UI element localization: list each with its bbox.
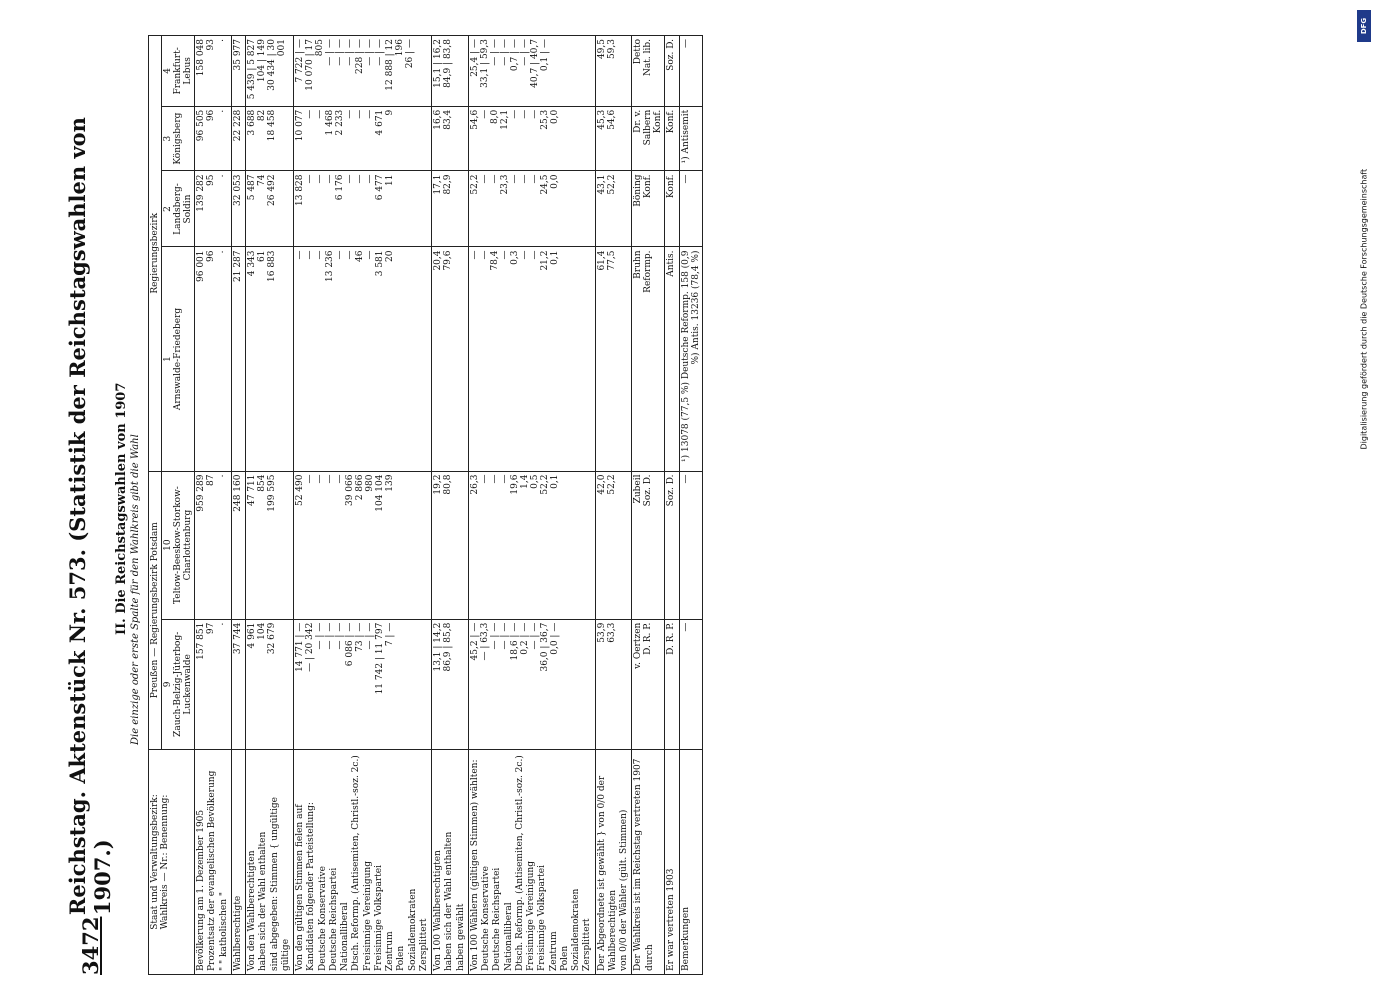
cell-value: 17,1 82,9 bbox=[432, 171, 469, 247]
col-nr: 10 bbox=[163, 539, 173, 551]
cell-value: 45,3 54,6 bbox=[595, 106, 632, 171]
header-potsdam: Preußen — Regierungsbezirk Potsdam bbox=[149, 471, 162, 749]
col-name: Frankfurt-Lebus bbox=[173, 47, 193, 95]
funding-credit: Digitalisierung gefördert durch die Deutsche Forschungsgemeinschaft bbox=[1359, 168, 1369, 450]
cell-value: 96 001 96 . bbox=[195, 247, 232, 471]
cell-value: 7 722 | — 10 070 | 17 805 — | — — | — — | — 228 | — — | — — | — 12 888 | 12 196 26 | — bbox=[294, 36, 432, 107]
cell-value: 42,0 52,2 bbox=[595, 471, 632, 619]
table-row bbox=[246, 36, 294, 975]
cell-value: 54,6 — 8,0 12,1 — — — 25,3 0,0 bbox=[468, 106, 595, 171]
cell-value: Konf. bbox=[665, 106, 679, 171]
cell-value: Konf. bbox=[665, 171, 679, 247]
cell-value: Dr. v. Salbern Konf. bbox=[632, 106, 665, 171]
col-head bbox=[162, 247, 195, 471]
cell-value: — — 78,4 — 0,3 — — 21,2 0,1 bbox=[468, 247, 595, 471]
row-label: Von 100 Wählern (gültigen Stimmen) wählten: Deutsche Konservative Deutsche Reichspartei Nationalliberal Dtsch. Reformp. (Antisemiten, Christl.-soz. 2c.) Freisinnige Vereinigung Freisinnige Volkspartei Zentrum Polen Sozialdemokraten Zersplittert bbox=[468, 750, 595, 975]
col-head bbox=[162, 619, 195, 749]
cell-value: 13,1 | 14,2 86,9 | 85,8 bbox=[432, 619, 469, 749]
cell-value: Zubeil Soz. D. bbox=[632, 471, 665, 619]
row-label: Der Wahlkreis ist im Reichstag vertreten 1907 durch bbox=[632, 750, 665, 975]
cell-value: 52,2 — — 23,3 — — — 24,5 0,0 bbox=[468, 171, 595, 247]
potsdam-label: Regierungsbezirk Potsdam bbox=[150, 522, 160, 645]
cell-value: 14 771 | — — | 20 342 — | — — | — — | — 6 086 | — 73 | — — | — 11 742 | 11 797 7 | — bbox=[294, 619, 432, 749]
table-row bbox=[294, 36, 432, 975]
cell-value: D. R. P. bbox=[665, 619, 679, 749]
header-state-label: Staat und Verwaltungsbezirk: bbox=[150, 794, 160, 930]
rotated-page bbox=[65, 35, 1335, 975]
cell-value: Detto Nat. lib. bbox=[632, 36, 665, 107]
wk-label: Wahlkreis bbox=[160, 884, 170, 930]
nr-label: Nr.: bbox=[160, 852, 170, 870]
cell-value: 52 490 — — — — 39 066 2 866 980 104 104 139 bbox=[294, 471, 432, 619]
cell-value: — bbox=[679, 471, 702, 619]
section-subtitle: Die einzige oder erste Spalte für den Wahlkreis gibt die Wahl bbox=[130, 434, 141, 745]
row-label: Von den Wahlberechtigten haben sich der Wahl enthalten sind abgegeben: Stimmen { ungültige gültige bbox=[246, 750, 294, 975]
cell-value: 5 439 | 5 827 104 | 149 30 434 | 30 001 bbox=[246, 36, 294, 107]
table-row bbox=[679, 36, 702, 975]
cell-value: — bbox=[679, 619, 702, 749]
cell-value: 16,6 83,4 bbox=[432, 106, 469, 171]
cell-value: ¹) Antisemit bbox=[679, 106, 702, 171]
col-name: Königsberg bbox=[173, 112, 183, 165]
cell-value: 3 688 82 18 458 bbox=[246, 106, 294, 171]
col-nr: 1 bbox=[163, 356, 173, 362]
cell-value: 10 077 — — 1 468 2 233 — — — 4 671 9 bbox=[294, 106, 432, 171]
cell-value: 139 282 95 . bbox=[195, 171, 232, 247]
cell-value: 37 744 bbox=[231, 619, 245, 749]
page-header bbox=[65, 35, 115, 975]
cell-value: ¹) 13078 (77,5 %) Deutsche Reformp. 158 (0,9 %) Antis. 13236 (78,4 %) bbox=[679, 247, 702, 471]
row-label: Bemerkungen bbox=[679, 750, 702, 975]
section-title: II. Die Reichstagswahlen von 1907 bbox=[114, 382, 129, 635]
col-name: Zauch-Belzig-Jüterbog-Luckenwalde bbox=[173, 631, 193, 737]
cell-value: 4 343 61 16 883 bbox=[246, 247, 294, 471]
col-name: Landsberg-Soldin bbox=[173, 183, 193, 235]
cell-value: 157 851 97 . bbox=[195, 619, 232, 749]
header-state bbox=[149, 750, 195, 975]
col-head bbox=[162, 36, 195, 107]
col-name: Arnswalde-Friedeberg bbox=[173, 307, 183, 411]
cell-value: 26,3 — — — 19,6 1,4 0,5 52,2 0,1 bbox=[468, 471, 595, 619]
cell-value: 43,1 52,2 bbox=[595, 171, 632, 247]
col-nr: 4 bbox=[163, 68, 173, 74]
cell-value: 47 711 854 199 595 bbox=[246, 471, 294, 619]
cell-value: 49,5 59,3 bbox=[595, 36, 632, 107]
cell-value: 19,2 80,8 bbox=[432, 471, 469, 619]
header-rb: Regierungsbezirk bbox=[149, 36, 162, 472]
cell-value: 248 160 bbox=[231, 471, 245, 619]
cell-value: 4 961 104 32 679 bbox=[246, 619, 294, 749]
cell-value: — — — 13 236 — — 46 — 3 581 20 bbox=[294, 247, 432, 471]
table-row bbox=[231, 36, 245, 975]
col-head bbox=[162, 106, 195, 171]
table-row bbox=[595, 36, 632, 975]
cell-value: 96 505 96 . bbox=[195, 106, 232, 171]
row-label: Wahlberechtigte bbox=[231, 750, 245, 975]
table-row bbox=[665, 36, 679, 975]
row-label: Der Abgeordnete ist gewählt } von 0/0 der Wahlberechtigten von 0/0 der Wähler (gült. Stimmen) bbox=[595, 750, 632, 975]
col-head bbox=[162, 471, 195, 619]
col-name: Teltow-Beeskow-Storkow-Charlottenburg bbox=[173, 486, 193, 605]
cell-value: 21 287 bbox=[231, 247, 245, 471]
cell-value: 5 487 74 26 492 bbox=[246, 171, 294, 247]
dfg-logo: DFG bbox=[1357, 10, 1371, 42]
cell-value: v. Oertzen D. R. P. bbox=[632, 619, 665, 749]
cell-value: 15,1 | 16,2 84,9 | 83,8 bbox=[432, 36, 469, 107]
cell-value: 32 053 bbox=[231, 171, 245, 247]
page-number: 3472 bbox=[77, 916, 103, 975]
table-row bbox=[195, 36, 232, 975]
cell-value: 20,4 79,6 bbox=[432, 247, 469, 471]
row-label: Von den gültigen Stimmen fielen auf Kandidaten folgender Parteistellung: Deutsche Konservative Deutsche Reichspartei Nationalliberal Dtsch. Reformp. (Antisemiten, Christl.-soz. 2c.) Freisinnige Vereinigung Freisinnige Volkspartei Zentrum Polen Sozialdemokraten Zersplittert bbox=[294, 750, 432, 975]
row-label: Von 100 Wahlberechtigten haben sich der Wahl enthalten haben gewählt bbox=[432, 750, 469, 975]
cell-value: Böning Konf. bbox=[632, 171, 665, 247]
col-nr: 3 bbox=[163, 135, 173, 142]
header-wk: Wahlkreis — Nr.: Benennung: bbox=[160, 794, 170, 930]
col-nr: 9 bbox=[163, 681, 173, 688]
row-label: Er war vertreten 1903 bbox=[665, 750, 679, 975]
side-strip bbox=[1357, 10, 1373, 990]
cell-value: 35 977 bbox=[231, 36, 245, 107]
row-label: Bevölkerung am 1. Dezember 1905 Prozentsatz der evangelischen Bevölkerung " " katholischen " bbox=[195, 750, 232, 975]
cell-value: Bruhn Reformp. bbox=[632, 247, 665, 471]
cell-value: — bbox=[679, 171, 702, 247]
cell-value: Soz. D. bbox=[665, 36, 679, 107]
cell-value: 53,9 63,3 bbox=[595, 619, 632, 749]
table-row bbox=[468, 36, 595, 975]
page-title: Reichstag. Aktenstück Nr. 573. (Statistik der Reichstagswahlen von 1907.) bbox=[65, 117, 115, 916]
cell-value: 13 828 — — — 6 176 — — — 6 477 11 bbox=[294, 171, 432, 247]
cell-value: 22 228 bbox=[231, 106, 245, 171]
cell-value: — bbox=[679, 36, 702, 107]
preussen-label: Preußen bbox=[150, 659, 160, 699]
col-nr: 2 bbox=[163, 206, 173, 212]
table-row bbox=[432, 36, 469, 975]
table-row bbox=[632, 36, 665, 975]
cell-value: 45,2 | — — | 63,3 — | — — | — 18,6 | — 0,2 | — — | — 36,0 | 36,7 0,0 | — bbox=[468, 619, 595, 749]
cell-value: 959 289 87 . bbox=[195, 471, 232, 619]
election-table bbox=[148, 35, 703, 975]
cell-value: 25,4 | — 33,1 | 59,3 — | — — | — 0,7 | — — | — 40,7 | 40,7 0,1 | — bbox=[468, 36, 595, 107]
cell-value: Antis. bbox=[665, 247, 679, 471]
col-head bbox=[162, 171, 195, 247]
cell-value: Soz. D. bbox=[665, 471, 679, 619]
cell-value: 61,4 77,5 bbox=[595, 247, 632, 471]
cell-value: 158 048 93 . bbox=[195, 36, 232, 107]
ben-label: Benennung: bbox=[160, 794, 170, 850]
